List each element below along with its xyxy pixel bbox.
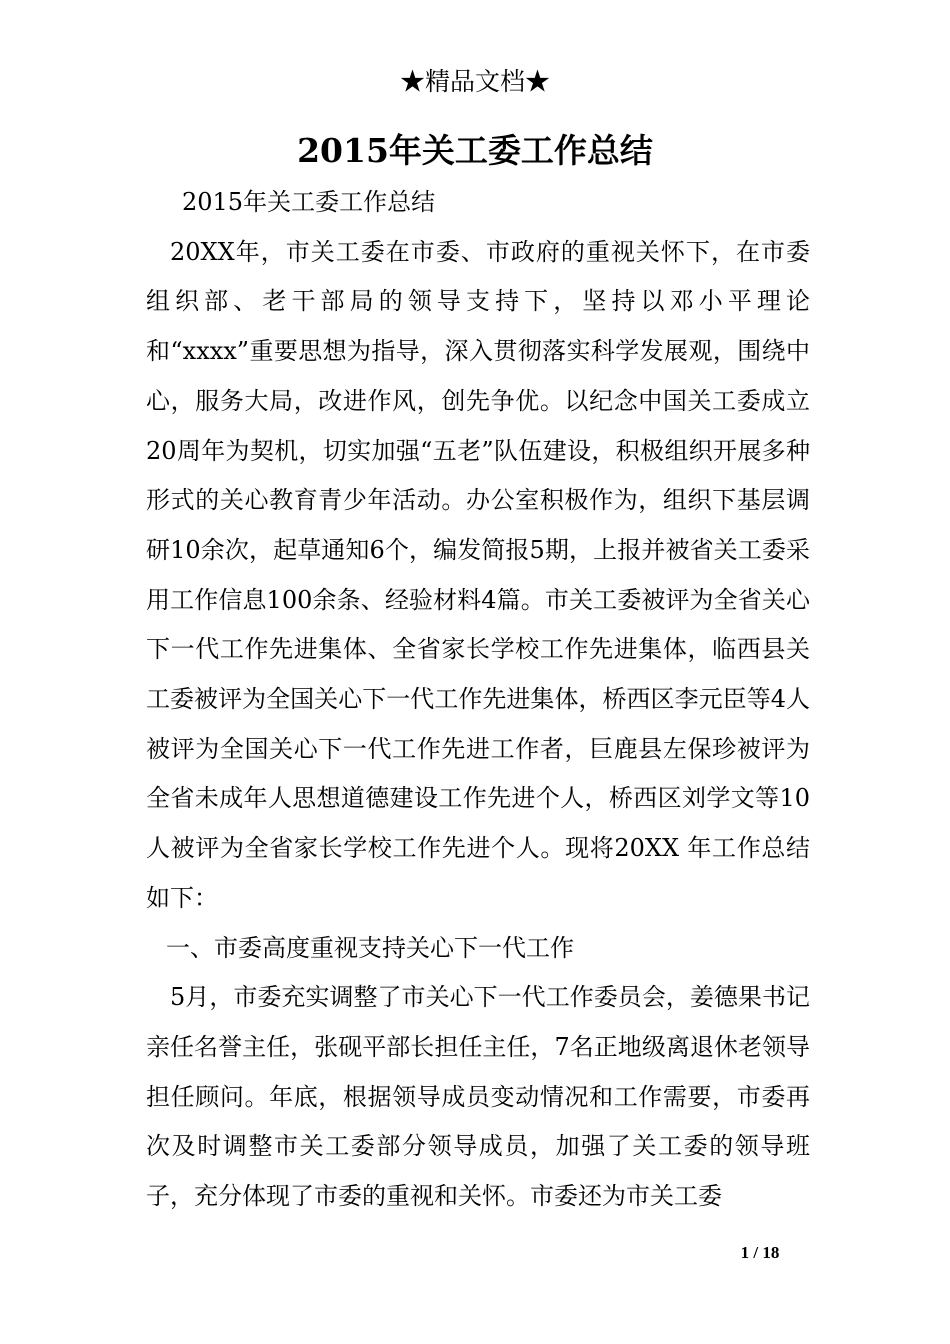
document-subtitle: 2015年关工委工作总结 xyxy=(182,188,436,216)
header-tag: ★精品文档★ xyxy=(399,67,550,96)
page-number: 1 / 18 xyxy=(740,1243,780,1262)
section-1-heading: 一、市委高度重视支持关心下一代工作 xyxy=(166,933,574,962)
intro-paragraph: 20XX年，市关工委在市委、市政府的重视关怀下，在市委组织部、老干部局的领导支持下，坚持以邓小平理论和“xxxx”重要思想为指导，深入贯彻落实科学发展观，围绕中心，服务大局，改进作风，创先争优。以纪念中国关工委成立20周年为契机，切实加强“五老”队伍建设，积极组织开展多种形式的关心教育青少年活动。办公室积极作为，组织下基层调研10余次，起草通知6个，编发简报5期，上报并被省关工委采用工作信息100余条、经验材料4篇。市关工委被评为全省关心下一代工作先进集体、全省家长学校工作先进集体，临西县关工委被评为全国关心下一代工作先进集体，桥西区李元臣等4人被评为全国关心下一代工作先进工作者，巨鹿县左保珍被评为全省未成年人思想道德建设工作先进个人，桥西区刘学文等10人被评为全省家长学校工作先进个人。现将20XX 年工作总结如下： xyxy=(146,237,810,912)
section-1-paragraph: 5月，市委充实调整了市关心下一代工作委员会，姜德果书记亲任名誉主任，张砚平部长担任主任，7名正地级离退休老领导担任顾问。年底，根据领导成员变动情况和工作需要，市委再次及时调整市关工委部分领导成员，加强了关工委的领导班子，充分体现了市委的重视和关怀。市委还为市关工委 xyxy=(146,983,810,1211)
document-title: 2015年关工委工作总结 xyxy=(297,131,653,170)
document-body xyxy=(146,178,810,1222)
